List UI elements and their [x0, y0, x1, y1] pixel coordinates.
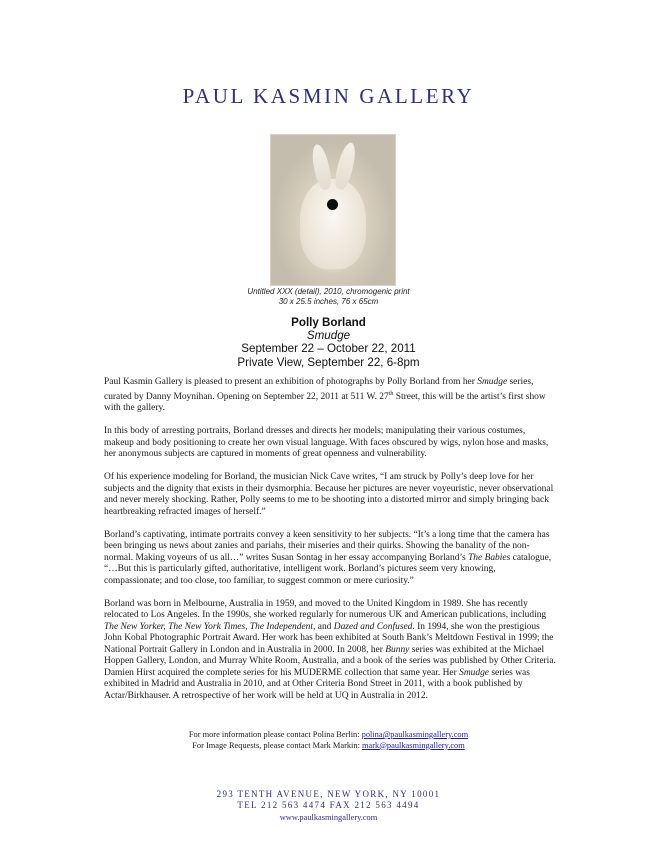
- paragraph-portraits: In this body of arresting portraits, Borland dresses and directs her models; manipulating their various costumes, makeup and body positioning to create her own visual language. With faces obscured by wigs, nylon hose and masks, her anonymous subjects are captured in moments of great openness and vulnerability.: [104, 426, 549, 460]
- p1-text-c: Street, this will be the artist’s first show with the gallery.: [104, 391, 546, 414]
- p1-series: Smudge: [477, 377, 508, 387]
- p1-text-b: series, curated by Danny Moynihan. Opening on September 22, 2011 at 511 W. 27: [104, 377, 534, 402]
- image-contact-label: For Image Requests, please contact Mark Markin:: [192, 740, 362, 750]
- footer-address: 293 TENTH AVENUE, NEW YORK, NY 10001: [216, 789, 441, 799]
- footer-phone: TEL 212 563 4474 FAX 212 563 4494: [237, 800, 420, 811]
- p4-text-b: catalogue, “…But this is particularly gifted, authoritative, intelligent work. Borland’s pictures seem very knowing, compassionate; and too close, too familiar, to suggest common or mere curiosity.”: [104, 552, 552, 586]
- series-title: Smudge: [306, 329, 351, 343]
- p1-text-a: Paul Kasmin Gallery is pleased to present an exhibition of photographs by Polly Borland from her: [104, 377, 478, 387]
- p5-text-d: series was exhibited in Madrid and Australia in 2010, and at Other Criteria Bond Street in 2011, with a book published by Actar/Birkhauser. A retrospective of her work will be held at UQ in Australia in 2012.: [104, 667, 530, 701]
- info-contact-label: For more information please contact Polina Berlin:: [188, 730, 362, 739]
- p5-pubs: The New Yorker, The New York Times, The Independent,: [104, 621, 316, 632]
- exhibition-title-block: [0, 316, 657, 369]
- artwork-image: [270, 134, 396, 286]
- artwork-caption: [0, 287, 657, 306]
- paragraph-sontag: [104, 530, 556, 588]
- artwork-ear-left: [309, 143, 333, 191]
- image-contact: [0, 741, 657, 752]
- paragraph-intro: [104, 377, 556, 415]
- gallery-name: PAUL KASMIN GALLERY: [182, 84, 475, 108]
- artwork-ear-right: [332, 141, 358, 191]
- exhibition-dates: September 22 – October 22, 2011: [241, 342, 416, 356]
- p5-bunny: Bunny: [385, 644, 410, 655]
- caption-line-1: Untitled XXX (detail), 2010, chromogenic print: [247, 287, 410, 296]
- press-release-body: [104, 377, 556, 714]
- artist-name: Polly Borland: [291, 316, 366, 329]
- p5-dazed: Dazed and Confused: [333, 621, 413, 632]
- contact-block: [0, 730, 657, 751]
- image-email-link[interactable]: mark@paulkasmingallery.com: [362, 740, 465, 750]
- p4-book: The Babies: [468, 552, 511, 563]
- p5-text-b: . In 1994, she won the prestigious John Kobal Photographic Portrait Award. Her work has been exhibited at South Bank’s Meltdown Festival in 1999; the National Portrait Gallery in London and in Australia in 2000. In 2008, her: [104, 621, 554, 655]
- paragraph-biography: [104, 599, 556, 703]
- footer-website[interactable]: www.paulkasmingallery.com: [279, 812, 378, 822]
- p5-text-a: Borland was born in Melbourne, Australia in 1959, and moved to the United Kingdom in 1989. She has recently relocated to Los Angeles. In the 1990s, she worked regularly for numerous UK and American publications, including: [104, 598, 547, 621]
- p5-text-c: series was exhibited at the Michael Hoppen Gallery, London, and Murray White Room, Australia, and a book of the series was published by Other Criteria. Damien Hirst acquired the complete series for his MUDERME collection that same year. Her: [104, 644, 556, 678]
- gallery-footer: [0, 789, 657, 823]
- caption-line-2: 30 x 25.5 inches, 76 x 65cm: [278, 296, 379, 306]
- p4-text-a: Borland’s captivating, intimate portraits convey a keen sensitivity to her subjects. “It’s a long time that the camera has been bringing us news about zanies and pariahs, their miseries and their quirks. Showing the banality of the non-normal. Making voyeurs of us all…” writes Susan Sontag in her essay accompanying Borland’s: [104, 529, 550, 563]
- artwork-fur: [300, 179, 366, 269]
- artwork-dot: [327, 199, 338, 210]
- p1-sup: th: [388, 390, 394, 397]
- private-view: Private View, September 22, 6-8pm: [237, 355, 420, 369]
- p5-smudge: Smudge: [459, 667, 489, 678]
- info-email-link[interactable]: polina@paulkasmingallery.com: [361, 730, 469, 739]
- p5-and: and: [315, 621, 334, 632]
- paragraph-nick-cave: Of his experience modeling for Borland, the musician Nick Cave writes, “I am struck by Polly’s deep love for her subjects and the dignity that exists in their dysmorphia. Because her pictures are never voyeuristic, never observational and never merely shocking. Rather, Polly seems to me to be shooting into a distorted mirror and simply bringing back heartbreaking refracted images of herself.”: [104, 472, 554, 517]
- info-contact: [0, 730, 657, 741]
